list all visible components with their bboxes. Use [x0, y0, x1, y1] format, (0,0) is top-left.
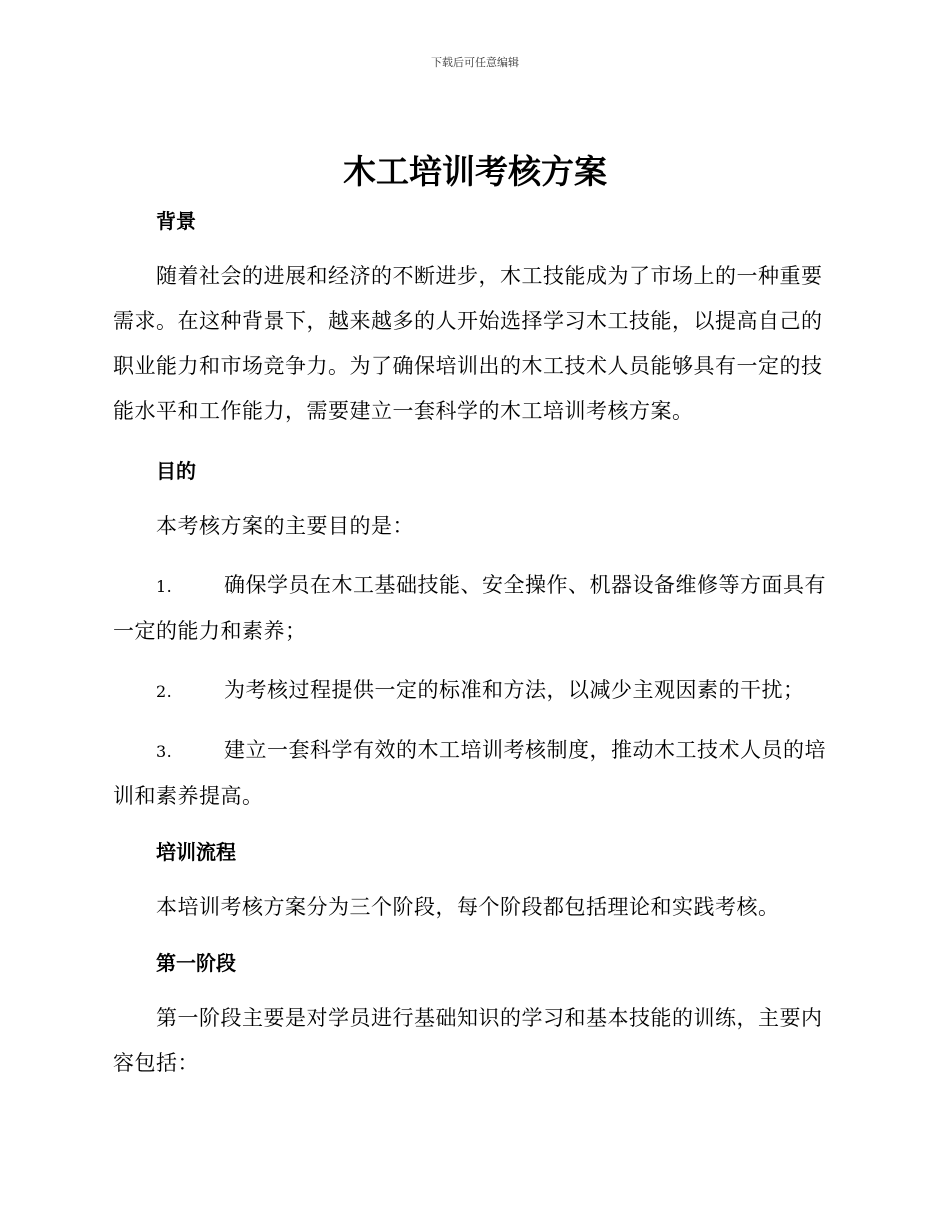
section-heading-background: 背景 — [156, 209, 196, 233]
header-note: 下载后可任意编辑 — [431, 56, 519, 69]
list-item-text: 为考核过程提供一定的标准和方法，以减少主观因素的干扰； — [224, 678, 805, 702]
purpose-list-item — [113, 668, 835, 714]
purpose-list-item — [113, 563, 835, 654]
process-paragraph: 本培训考核方案分为三个阶段，每个阶段都包括理论和实践考核。 — [156, 895, 780, 919]
purpose-intro: 本考核方案的主要目的是： — [156, 514, 414, 538]
list-number: 2. — [156, 682, 173, 701]
section-heading-purpose: 目的 — [156, 459, 196, 483]
list-item-text: 建立一套科学有效的木工培训考核制度，推动木工技术人员的培训和素养提高。 — [113, 738, 826, 808]
section-heading-process: 培训流程 — [156, 840, 236, 864]
document-title: 木工培训考核方案 — [343, 152, 607, 191]
list-item-text: 确保学员在木工基础技能、安全操作、机器设备维修等方面具有一定的能力和素养； — [113, 573, 826, 643]
purpose-list-item — [113, 728, 835, 819]
list-number: 1. — [156, 577, 173, 596]
section-heading-stage1: 第一阶段 — [156, 951, 236, 975]
list-number: 3. — [156, 742, 173, 761]
stage1-paragraph: 第一阶段主要是对学员进行基础知识的学习和基本技能的训练，主要内容包括： — [113, 1006, 823, 1075]
background-paragraph: 随着社会的进展和经济的不断进步，木工技能成为了市场上的一种重要需求。在这种背景下，越来越多的人开始选择学习木工技能，以提高自己的职业能力和市场竞争力。为了确保培训出的木工技术人员能够具有一定的技能水平和工作能力，需要建立一套科学的木工培训考核方案。 — [113, 264, 823, 423]
document-body — [113, 198, 835, 1086]
